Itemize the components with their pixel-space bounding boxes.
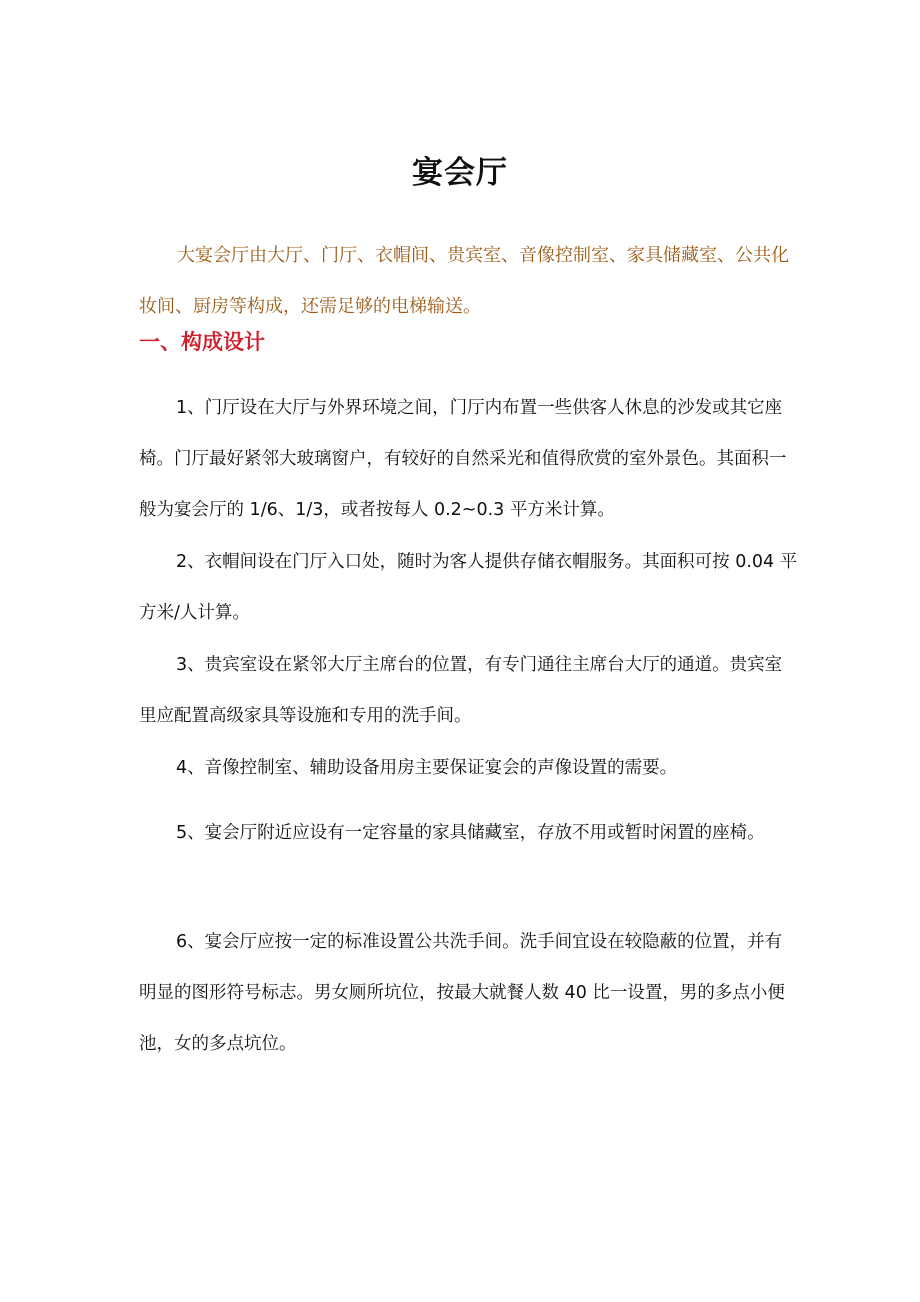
paragraph-6: 6、宴会厅应按一定的标准设置公共洗手间。洗手间宜设在较隐蔽的位置，并有明显的图形符号标志。男女厕所坑位，按最大就餐人数 40 比一设置，男的多点小便池，女的多点坑位。 — [139, 932, 785, 1054]
paragraph-1: 1、门厅设在大厅与外界环境之间，门厅内布置一些供客人休息的沙发或其它座椅。门厅最好紧邻大玻璃窗户，有较好的自然采光和值得欣赏的室外景色。其面积一般为宴会厅的 1/6、1/3，或者按每人 0.2~0.3 平方米计算。 — [139, 398, 787, 520]
paragraph-5: 5、宴会厅附近应设有一定容量的家具储藏室，存放不用或暂时闲置的座椅。 — [176, 823, 765, 843]
intro-paragraph: 大宴会厅由大厅、门厅、衣帽间、贵宾室、音像控制室、家具储藏室、公共化妆间、厨房等构成，还需足够的电梯输送。 — [139, 245, 789, 317]
page-title: 宴会厅 — [412, 155, 508, 191]
section-heading: 一、构成设计 — [139, 330, 265, 354]
paragraph-4: 4、音像控制室、辅助设备用房主要保证宴会的声像设置的需要。 — [176, 758, 678, 778]
paragraph-2: 2、衣帽间设在门厅入口处，随时为客人提供存储衣帽服务。其面积可按 0.04 平方米/人计算。 — [139, 552, 798, 623]
paragraph-3: 3、贵宾室设在紧邻大厅主席台的位置，有专门通往主席台大厅的通道。贵宾室里应配置高级家具等设施和专用的洗手间。 — [139, 655, 783, 726]
